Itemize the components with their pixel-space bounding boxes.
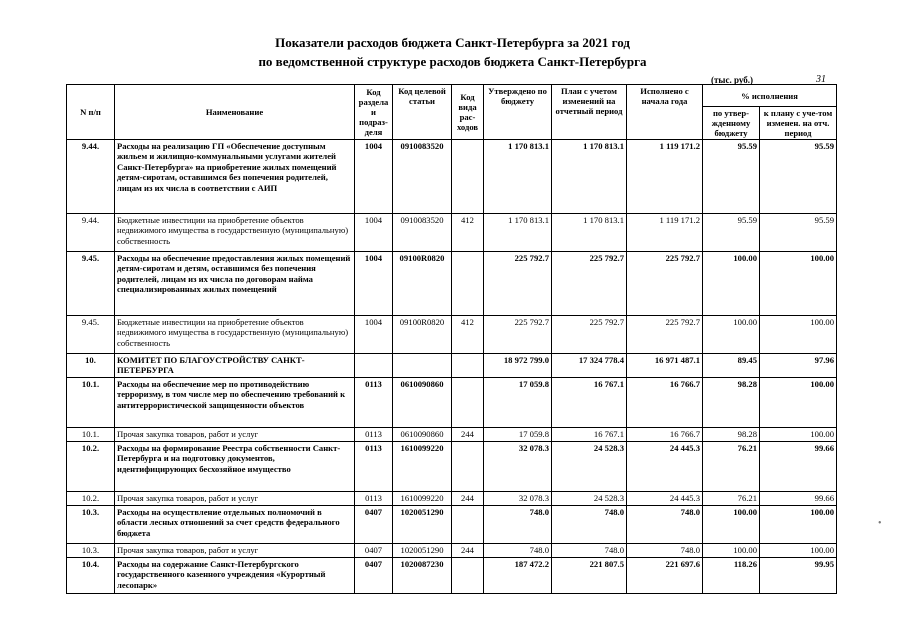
cell-vid: [452, 140, 484, 214]
cell-name: Расходы на формирование Реестра собственности Санкт-Петербурга и на подготовку документов, идентифицирующих бесхозяйное имущество: [115, 441, 355, 491]
header-plan: План с учетом изменений на отчетный период: [552, 85, 627, 140]
cell-name: КОМИТЕТ ПО БЛАГОУСТРОЙСТВУ САНКТ-ПЕТЕРБУРГА: [115, 354, 355, 378]
cell-statya: 0610090860: [393, 427, 452, 441]
header-pct-group: % исполнения: [703, 85, 837, 107]
cell-plan: 748.0: [552, 505, 627, 543]
cell-isp: 16 971 487.1: [627, 354, 703, 378]
cell-plan: 24 528.3: [552, 491, 627, 505]
cell-statya: 0910083520: [393, 214, 452, 252]
cell-pct-utv: 100.00: [703, 252, 760, 316]
cell-utv: 1 170 813.1: [484, 214, 552, 252]
cell-isp: 16 766.7: [627, 377, 703, 427]
cell-pct-utv: 98.28: [703, 377, 760, 427]
cell-isp: 748.0: [627, 543, 703, 557]
cell-name: Бюджетные инвестиции на приобретение объектов недвижимого имущества в государственную (муниципальную) собственность: [115, 316, 355, 354]
header-razdel: Код раздела и подраз-деля: [355, 85, 393, 140]
cell-isp: 1 119 171.2: [627, 140, 703, 214]
cell-pct-plan: 100.00: [760, 377, 837, 427]
cell-pct-plan: 99.66: [760, 441, 837, 491]
cell-pct-utv: 118.26: [703, 557, 760, 593]
cell-name: Расходы на реализацию ГП «Обеспечение доступным жильем и жилищно-коммунальными услугами жителей Санкт-Петербурга» на приобретение жилых помещений детям-сиротам, оставшимся без попечения родителей, лицам из их числа в соответствии с АИП: [115, 140, 355, 214]
cell-pct-utv: 89.45: [703, 354, 760, 378]
cell-utv: 32 078.3: [484, 441, 552, 491]
cell-vid: 244: [452, 491, 484, 505]
table-row: [67, 377, 837, 427]
cell-statya: 0910083520: [393, 140, 452, 214]
cell-isp: 16 766.7: [627, 427, 703, 441]
cell-name: Расходы на осуществление отдельных полномочий в области лесных отношений за счет средств федерального бюджета: [115, 505, 355, 543]
cell-razdel: 0407: [355, 557, 393, 593]
cell-statya: 09100R0820: [393, 316, 452, 354]
cell-plan: 221 807.5: [552, 557, 627, 593]
cell-np: 10.3.: [67, 543, 115, 557]
table-row: [67, 491, 837, 505]
document-title-line-2: по ведомственной структуре расходов бюджета Санкт-Петербурга: [258, 54, 647, 69]
cell-vid: 412: [452, 316, 484, 354]
cell-np: 10.2.: [67, 491, 115, 505]
cell-statya: 1020087230: [393, 557, 452, 593]
table-row: [67, 252, 837, 316]
cell-pct-plan: 99.95: [760, 557, 837, 593]
cell-razdel: 0113: [355, 441, 393, 491]
cell-statya: 1020051290: [393, 505, 452, 543]
cell-pct-utv: 95.59: [703, 140, 760, 214]
cell-pct-utv: 98.28: [703, 427, 760, 441]
cell-razdel: 0113: [355, 427, 393, 441]
cell-name: Расходы на обеспечение мер по противодействию терроризму, в том числе мер по обеспечению требований к антитеррористической защищенности объектов: [115, 377, 355, 427]
cell-np: 9.44.: [67, 214, 115, 252]
cell-utv: 748.0: [484, 543, 552, 557]
cell-utv: 748.0: [484, 505, 552, 543]
cell-np: 10.3.: [67, 505, 115, 543]
cell-isp: 24 445.3: [627, 441, 703, 491]
cell-plan: 17 324 778.4: [552, 354, 627, 378]
cell-pct-plan: 100.00: [760, 316, 837, 354]
cell-vid: [452, 354, 484, 378]
cell-np: 10.: [67, 354, 115, 378]
cell-statya: 09100R0820: [393, 252, 452, 316]
cell-razdel: 0407: [355, 543, 393, 557]
cell-utv: 225 792.7: [484, 252, 552, 316]
cell-plan: 225 792.7: [552, 316, 627, 354]
table-row: [67, 427, 837, 441]
table-row: [67, 354, 837, 378]
table-row: [67, 543, 837, 557]
cell-vid: 244: [452, 427, 484, 441]
header-utv: Утверждено по бюджету: [484, 85, 552, 140]
cell-pct-utv: 100.00: [703, 543, 760, 557]
cell-utv: 32 078.3: [484, 491, 552, 505]
cell-razdel: [355, 354, 393, 378]
cell-plan: 748.0: [552, 543, 627, 557]
cell-utv: 225 792.7: [484, 316, 552, 354]
cell-np: 9.44.: [67, 140, 115, 214]
cell-pct-utv: 100.00: [703, 316, 760, 354]
table-row: [67, 557, 837, 593]
header-isp: Исполнено с начала года: [627, 85, 703, 140]
cell-plan: 225 792.7: [552, 252, 627, 316]
cell-isp: 225 792.7: [627, 252, 703, 316]
cell-statya: [393, 354, 452, 378]
header-vid: Код вида рас-ходов: [452, 85, 484, 140]
cell-isp: 1 119 171.2: [627, 214, 703, 252]
units-label: (тыс. руб.): [711, 75, 753, 85]
cell-np: 10.2.: [67, 441, 115, 491]
cell-utv: 17 059.8: [484, 377, 552, 427]
cell-np: 9.45.: [67, 316, 115, 354]
cell-isp: 748.0: [627, 505, 703, 543]
cell-plan: 1 170 813.1: [552, 140, 627, 214]
cell-name: Прочая закупка товаров, работ и услуг: [115, 427, 355, 441]
cell-name: Прочая закупка товаров, работ и услуг: [115, 491, 355, 505]
cell-pct-plan: 95.59: [760, 140, 837, 214]
cell-vid: [452, 505, 484, 543]
expenditure-table: [66, 84, 837, 594]
table-row: [67, 140, 837, 214]
cell-plan: 1 170 813.1: [552, 214, 627, 252]
cell-pct-utv: 100.00: [703, 505, 760, 543]
cell-statya: 0610090860: [393, 377, 452, 427]
cell-razdel: 1004: [355, 316, 393, 354]
cell-razdel: 0113: [355, 377, 393, 427]
cell-isp: 24 445.3: [627, 491, 703, 505]
cell-isp: 221 697.6: [627, 557, 703, 593]
cell-utv: 187 472.2: [484, 557, 552, 593]
page-number: 31: [816, 74, 826, 85]
cell-pct-plan: 97.96: [760, 354, 837, 378]
cell-pct-plan: 100.00: [760, 543, 837, 557]
cell-name: Расходы на содержание Санкт-Петербургского государственного казенного учреждения «Курортный лесопарк»: [115, 557, 355, 593]
cell-pct-plan: 100.00: [760, 505, 837, 543]
cell-isp: 225 792.7: [627, 316, 703, 354]
cell-pct-utv: 76.21: [703, 491, 760, 505]
table-row: [67, 214, 837, 252]
cell-vid: [452, 557, 484, 593]
table-row: [67, 505, 837, 543]
cell-np: 10.4.: [67, 557, 115, 593]
edge-mark: •: [878, 518, 882, 529]
cell-statya: 1610099220: [393, 441, 452, 491]
cell-pct-utv: 76.21: [703, 441, 760, 491]
cell-utv: 17 059.8: [484, 427, 552, 441]
table-row: [67, 441, 837, 491]
cell-vid: [452, 441, 484, 491]
cell-razdel: 1004: [355, 214, 393, 252]
cell-statya: 1020051290: [393, 543, 452, 557]
cell-vid: [452, 252, 484, 316]
cell-razdel: 1004: [355, 140, 393, 214]
cell-pct-plan: 100.00: [760, 252, 837, 316]
cell-np: 10.1.: [67, 377, 115, 427]
header-statya: Код целевой статьи: [393, 85, 452, 140]
cell-pct-utv: 95.59: [703, 214, 760, 252]
cell-razdel: 0407: [355, 505, 393, 543]
cell-utv: 1 170 813.1: [484, 140, 552, 214]
cell-pct-plan: 100.00: [760, 427, 837, 441]
cell-razdel: 0113: [355, 491, 393, 505]
cell-np: 10.1.: [67, 427, 115, 441]
header-pct-plan: к плану с уче-том изменен. на отч. период: [760, 107, 837, 140]
header-pct-utv: по утвер-жденному бюджету: [703, 107, 760, 140]
cell-statya: 1610099220: [393, 491, 452, 505]
table-row: [67, 316, 837, 354]
cell-pct-plan: 95.59: [760, 214, 837, 252]
cell-vid: 412: [452, 214, 484, 252]
cell-plan: 16 767.1: [552, 377, 627, 427]
cell-plan: 16 767.1: [552, 427, 627, 441]
cell-name: Прочая закупка товаров, работ и услуг: [115, 543, 355, 557]
header-name: Наименование: [115, 85, 355, 140]
cell-plan: 24 528.3: [552, 441, 627, 491]
document-title-line-1: Показатели расходов бюджета Санкт-Петербурга за 2021 год: [275, 35, 630, 50]
cell-utv: 18 972 799.0: [484, 354, 552, 378]
cell-pct-plan: 99.66: [760, 491, 837, 505]
cell-vid: [452, 377, 484, 427]
cell-name: Расходы на обеспечение предоставления жилых помещений детям-сиротам и детям, оставшимся без попечения родителей, лицам из их числа по договорам найма специализированных жилых помещений: [115, 252, 355, 316]
cell-vid: 244: [452, 543, 484, 557]
cell-name: Бюджетные инвестиции на приобретение объектов недвижимого имущества в государственную (муниципальную) собственность: [115, 214, 355, 252]
cell-razdel: 1004: [355, 252, 393, 316]
header-np: N п/п: [67, 85, 115, 140]
cell-np: 9.45.: [67, 252, 115, 316]
